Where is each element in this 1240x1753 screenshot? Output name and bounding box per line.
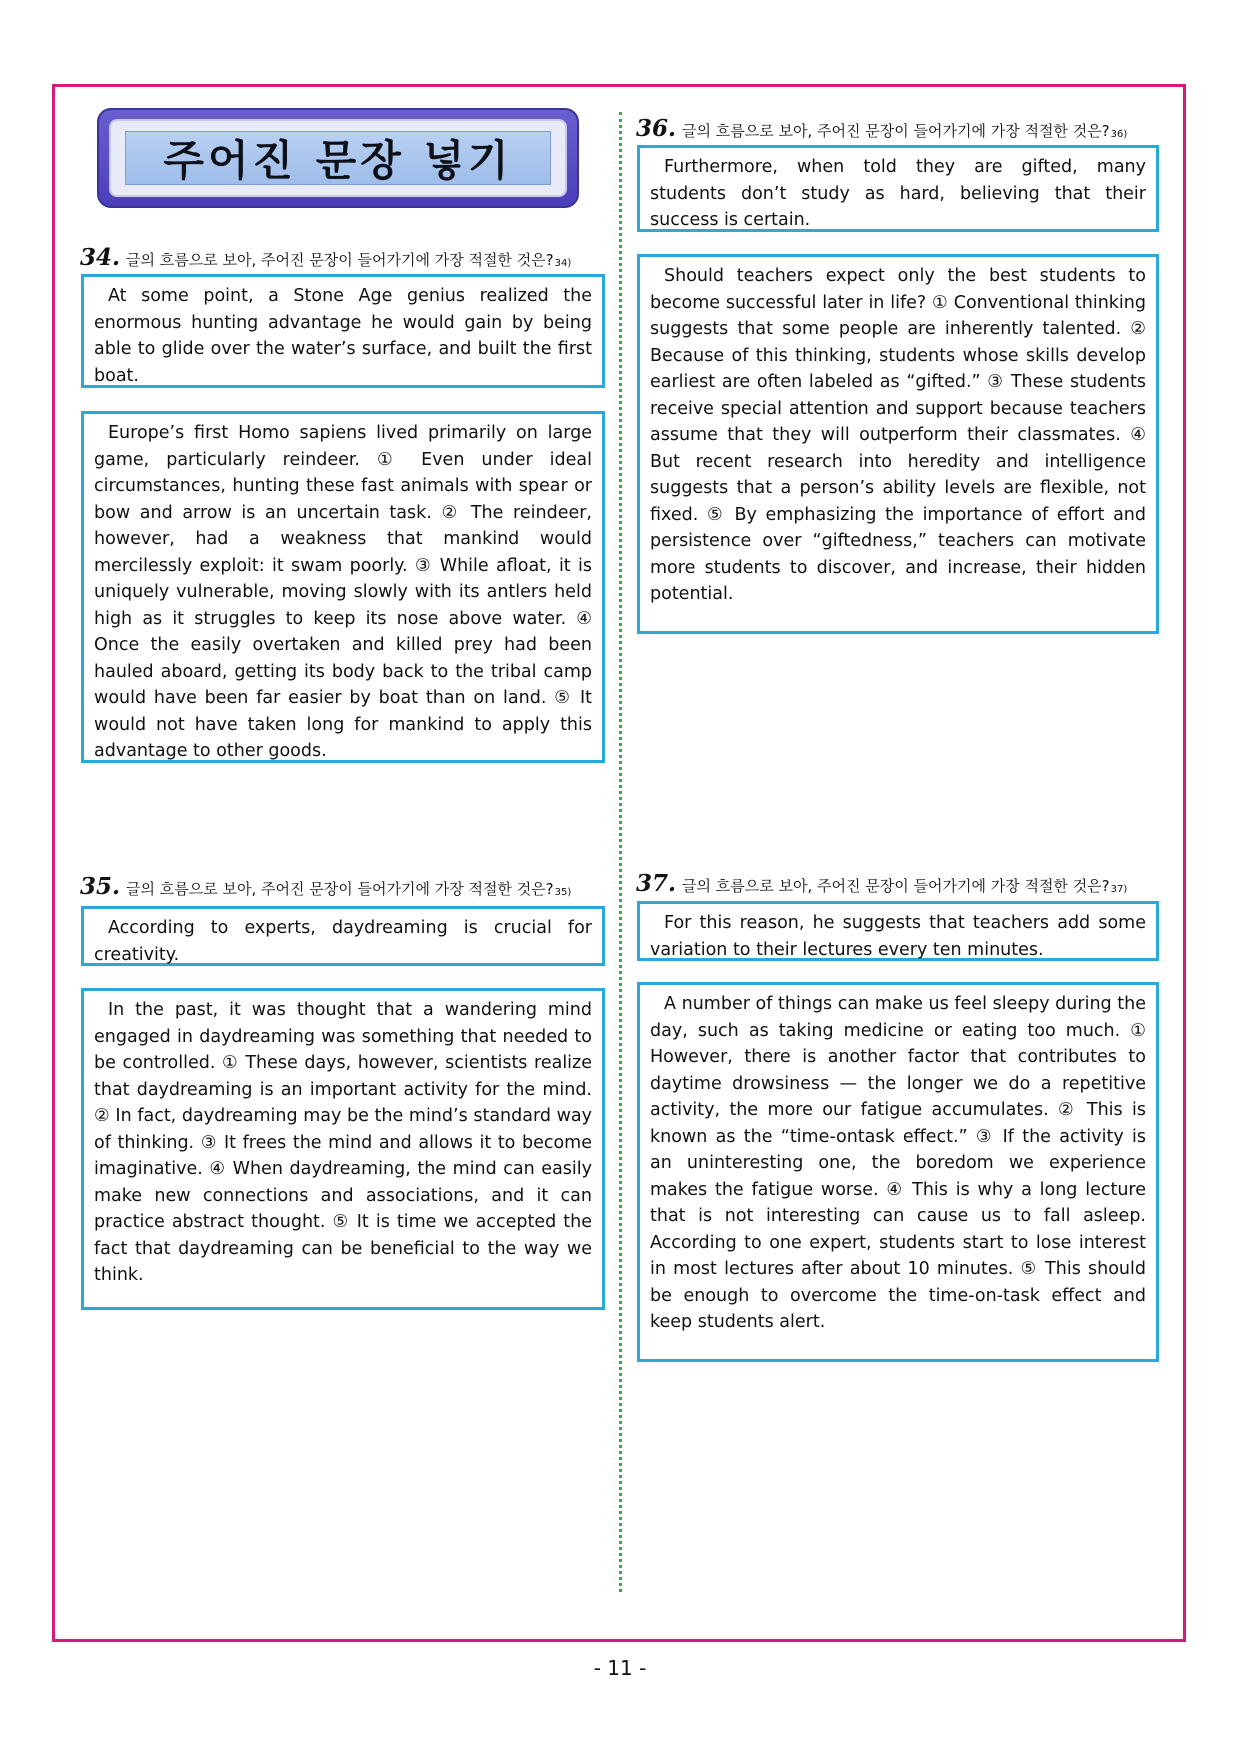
question-number: 36. (636, 115, 677, 142)
question-prompt: 글의 흐름으로 보아, 주어진 문장이 들어가기에 가장 적절한 것은? (682, 122, 1110, 140)
given-sentence-box-36: Furthermore, when told they are gifted, many students don’t study as hard, believing that their success is certain. (637, 145, 1159, 232)
given-sentence-box-35: According to experts, daydreaming is crucial for creativity. (81, 906, 605, 966)
question-header-35 (80, 875, 571, 898)
question-number: 37. (636, 870, 677, 897)
column-divider (619, 112, 622, 1592)
passage-box-36: Should teachers expect only the best students to become successful later in life? ① Conventional thinking suggests that some people are inherently talented. ② Because of this thinking, students whose skills develop earliest are often labeled as “gifted.” ③ These students receive special attention and support because teachers assume that they will outperform their classmates. ④ But recent research into heredity and intelligence suggests that a person’s ability levels are flexible, not fixed. ⑤ By emphasizing the importance of effort and persistence over “giftedness,” teachers can motivate more students to discover, and increase, their hidden potential. (637, 254, 1159, 634)
question-reference: 37) (1110, 884, 1128, 895)
passage-box-34: Europe’s first Homo sapiens lived primarily on large game, particularly reindeer. ① Even under ideal circumstances, hunting these fast animals with spear or bow and arrow is an uncertain task. ② The reindeer, however, had a weakness that mankind would mercilessly exploit: it swam poorly. ③ While afloat, it is uniquely vulnerable, moving slowly with its antlers held high as it struggles to keep its nose above water. ④ Once the easily overtaken and killed prey had been hauled aboard, getting its body back to the tribal camp would have been far easier by boat than on land. ⑤ It would not have taken long for mankind to apply this advantage to other goods. (81, 411, 605, 763)
title-banner-inner (109, 119, 567, 197)
given-sentence-box-37: For this reason, he suggests that teachers add some variation to their lectures every ten minutes. (637, 901, 1159, 961)
question-header-36 (636, 117, 1127, 140)
section-title-banner (97, 108, 579, 208)
question-prompt: 글의 흐름으로 보아, 주어진 문장이 들어가기에 가장 적절한 것은? (126, 880, 554, 898)
question-reference: 34) (554, 258, 572, 269)
question-prompt: 글의 흐름으로 보아, 주어진 문장이 들어가기에 가장 적절한 것은? (126, 251, 554, 269)
question-reference: 36) (1110, 129, 1128, 140)
question-prompt: 글의 흐름으로 보아, 주어진 문장이 들어가기에 가장 적절한 것은? (682, 877, 1110, 895)
section-title: 주어진 문장 넣기 (125, 131, 551, 185)
given-sentence-box-34: At some point, a Stone Age genius realized the enormous hunting advantage he would gain by being able to glide over the water’s surface, and built the first boat. (81, 274, 605, 388)
question-number: 35. (80, 873, 121, 900)
question-number: 34. (80, 244, 121, 271)
question-header-37 (636, 872, 1127, 895)
question-header-34 (80, 246, 571, 269)
question-reference: 35) (554, 887, 572, 898)
page-number: - 11 - (593, 1656, 647, 1680)
passage-box-37: A number of things can make us feel sleepy during the day, such as taking medicine or eating too much. ① However, there is another factor that contributes to daytime drowsiness — the longer we do a repetitive activity, the more our fatigue accumulates. ② This is known as the “time-ontask effect.” ③ If the activity is an uninteresting one, the boredom we experience makes the fatigue worse. ④ This is why a long lecture that is not interesting can cause us to fall asleep. According to one expert, students start to lose interest in most lectures after about 10 minutes. ⑤ This should be enough to overcome the time-on-task effect and keep students alert. (637, 982, 1159, 1362)
passage-box-35: In the past, it was thought that a wandering mind engaged in daydreaming was something that needed to be controlled. ① These days, however, scientists realize that daydreaming is an important activity for the mind. ② In fact, daydreaming may be the mind’s standard way of thinking. ③ It frees the mind and allows it to become imaginative. ④ When daydreaming, the mind can easily make new connections and associations, and it can practice abstract thought. ⑤ It is time we accepted the fact that daydreaming can be beneficial to the way we think. (81, 988, 605, 1310)
